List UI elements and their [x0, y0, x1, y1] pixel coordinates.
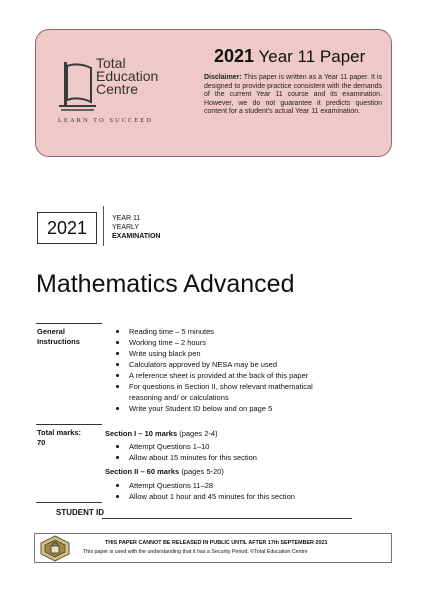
divider	[36, 502, 102, 503]
open-book-icon	[58, 60, 98, 112]
tec-logo	[58, 57, 198, 141]
section-1-heading	[105, 429, 218, 438]
disclaimer-label: Disclaimer:	[204, 74, 242, 81]
section-1-pages: (pages 2-4)	[179, 429, 218, 438]
exam-year-box: 2021	[37, 212, 97, 244]
paper-title	[214, 46, 365, 67]
list-item: Write using black pen	[114, 348, 313, 359]
security-notice: This paper is used with the understanding that it has a Security Period. ©Total Education Centre	[83, 549, 308, 555]
exam-type	[112, 214, 160, 241]
list-item: Calculators approved by NESA may be used	[114, 359, 313, 370]
list-item: Allow about 15 minutes for this section	[114, 452, 257, 463]
list-item: Allow about 1 hour and 45 minutes for this section	[114, 491, 295, 502]
logo-word-2: Education	[96, 68, 159, 84]
release-notice: THIS PAPER CANNOT BE RELEASED IN PUBLIC UNTIL AFTER 17th SEPTEMBER 2021	[105, 540, 328, 546]
security-footer	[34, 533, 392, 563]
disclaimer-text: This paper is written as a Year 11 paper. It is designed to provide practice consistent with the demands of the current Year 11 course and its examination. However, we do not guarantee it predicts question content for a student's actual Year 11 examination.	[204, 74, 382, 116]
student-id-label: STUDENT ID	[56, 508, 104, 517]
divider	[36, 424, 102, 425]
logo-word-3: Centre	[96, 81, 139, 97]
exam-line-3: EXAMINATION	[112, 233, 161, 240]
list-item: For questions in Section II, show relevant mathematical	[114, 381, 313, 392]
list-item: Write your Student ID below and on page 5	[114, 403, 313, 414]
disclaimer	[204, 74, 382, 117]
logo-wordmark	[96, 57, 158, 96]
section-2-heading	[105, 467, 224, 476]
instructions-list	[114, 326, 313, 414]
logo-word-1: Total	[96, 55, 126, 71]
subject-title: Mathematics Advanced	[36, 270, 295, 298]
paper-title-text: Year 11 Paper	[258, 47, 366, 66]
total-marks-label: Total marks:	[37, 428, 82, 437]
list-item: Working time – 2 hours	[114, 337, 313, 348]
general-instructions-label	[37, 327, 80, 347]
student-id-field[interactable]	[102, 518, 352, 519]
total-marks	[37, 428, 81, 448]
section-2-title: Section II – 60 marks	[105, 467, 180, 476]
total-marks-value: 70	[37, 438, 46, 447]
exam-line-2: YEARLY	[112, 224, 140, 231]
list-item-continued: reasoning and/ or calculations	[129, 393, 229, 402]
section-1-title: Section I – 10 marks	[105, 429, 178, 438]
section-2-list	[114, 480, 295, 502]
logo-tagline: LEARN TO SUCCEED	[58, 117, 153, 124]
exam-line-1: YEAR 11	[112, 215, 141, 222]
list-item: Attempt Questions 11–28	[114, 480, 295, 491]
divider	[36, 323, 102, 324]
paper-year: 2021	[214, 46, 255, 66]
list-item: A reference sheet is provided at the back of this paper	[114, 370, 313, 381]
security-seal-icon	[38, 535, 72, 562]
list-item: Attempt Questions 1–10	[114, 441, 257, 452]
section-2-pages: (pages 5-20)	[181, 467, 224, 476]
divider	[103, 206, 104, 246]
list-item: Reading time – 5 minutes	[114, 326, 313, 337]
label-line-1: General	[37, 327, 65, 336]
header-banner	[35, 29, 392, 157]
section-1-list	[114, 441, 257, 463]
label-line-2: Instructions	[37, 337, 80, 346]
